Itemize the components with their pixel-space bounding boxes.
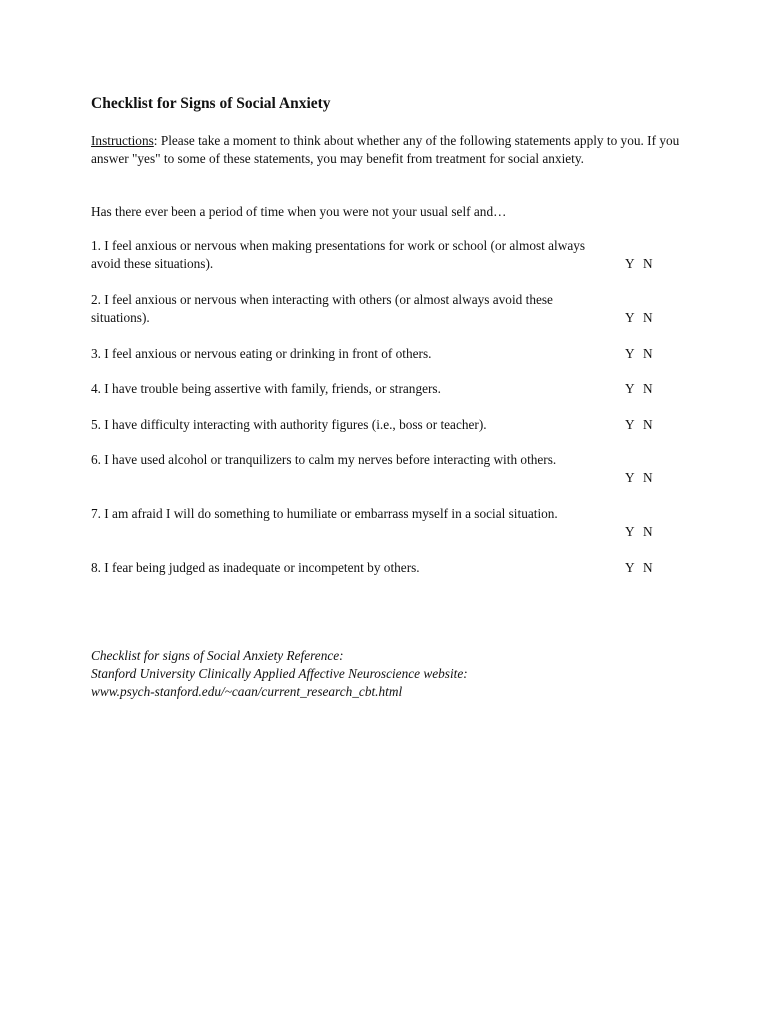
checklist-item-3: 3. I feel anxious or nervous eating or drinking in front of others. xyxy=(91,346,432,361)
instructions-text: : Please take a moment to think about whether any of the following statements apply to you. If you answer "yes" to some of these statements, you may benefit from treatment for social anxiety. xyxy=(91,133,680,166)
answer-options-3 xyxy=(625,345,653,363)
answer-no: N xyxy=(643,310,653,325)
answer-yes: Y xyxy=(625,560,635,575)
answer-options-7 xyxy=(625,523,653,541)
answer-options-4 xyxy=(625,380,653,398)
checklist-item-1: 1. I feel anxious or nervous when making presentations for work or school (or almost always avoid these situations). xyxy=(91,238,586,271)
checklist-item-4: 4. I have trouble being assertive with family, friends, or strangers. xyxy=(91,381,441,396)
answer-options-5 xyxy=(625,416,653,434)
answer-options-2 xyxy=(625,309,653,327)
instructions-label: Instructions xyxy=(91,133,154,148)
answer-no: N xyxy=(643,346,653,361)
answer-no: N xyxy=(643,470,653,485)
answer-yes: Y xyxy=(625,470,635,485)
answer-no: N xyxy=(643,524,653,539)
reference-heading: Checklist for signs of Social Anxiety Reference: xyxy=(91,648,344,663)
checklist-item-6: 6. I have used alcohol or tranquilizers to calm my nerves before interacting with others. xyxy=(91,452,557,467)
reference-url: www.psych-stanford.edu/~caan/current_research_cbt.html xyxy=(91,684,403,699)
answer-no: N xyxy=(643,560,653,575)
answer-yes: Y xyxy=(625,256,635,271)
answer-yes: Y xyxy=(625,381,635,396)
answer-yes: Y xyxy=(625,417,635,432)
answer-yes: Y xyxy=(625,310,635,325)
answer-no: N xyxy=(643,381,653,396)
answer-options-6 xyxy=(625,469,653,487)
checklist-item-2: 2. I feel anxious or nervous when interacting with others (or almost always avoid these situations). xyxy=(91,292,553,325)
answer-yes: Y xyxy=(625,524,635,539)
checklist-item-5: 5. I have difficulty interacting with authority figures (i.e., boss or teacher). xyxy=(91,417,487,432)
instructions-paragraph xyxy=(91,132,681,168)
answer-yes: Y xyxy=(625,346,635,361)
checklist-item-8: 8. I fear being judged as inadequate or incompetent by others. xyxy=(91,560,420,575)
answer-options-8 xyxy=(625,559,653,577)
lead-in-text: Has there ever been a period of time when you were not your usual self and… xyxy=(91,204,507,219)
page-title: Checklist for Signs of Social Anxiety xyxy=(91,95,331,112)
answer-no: N xyxy=(643,417,653,432)
reference-source: Stanford University Clinically Applied Affective Neuroscience website: xyxy=(91,666,468,681)
checklist-item-7: 7. I am afraid I will do something to humiliate or embarrass myself in a social situation. xyxy=(91,506,558,521)
answer-no: N xyxy=(643,256,653,271)
answer-options-1 xyxy=(625,255,653,273)
